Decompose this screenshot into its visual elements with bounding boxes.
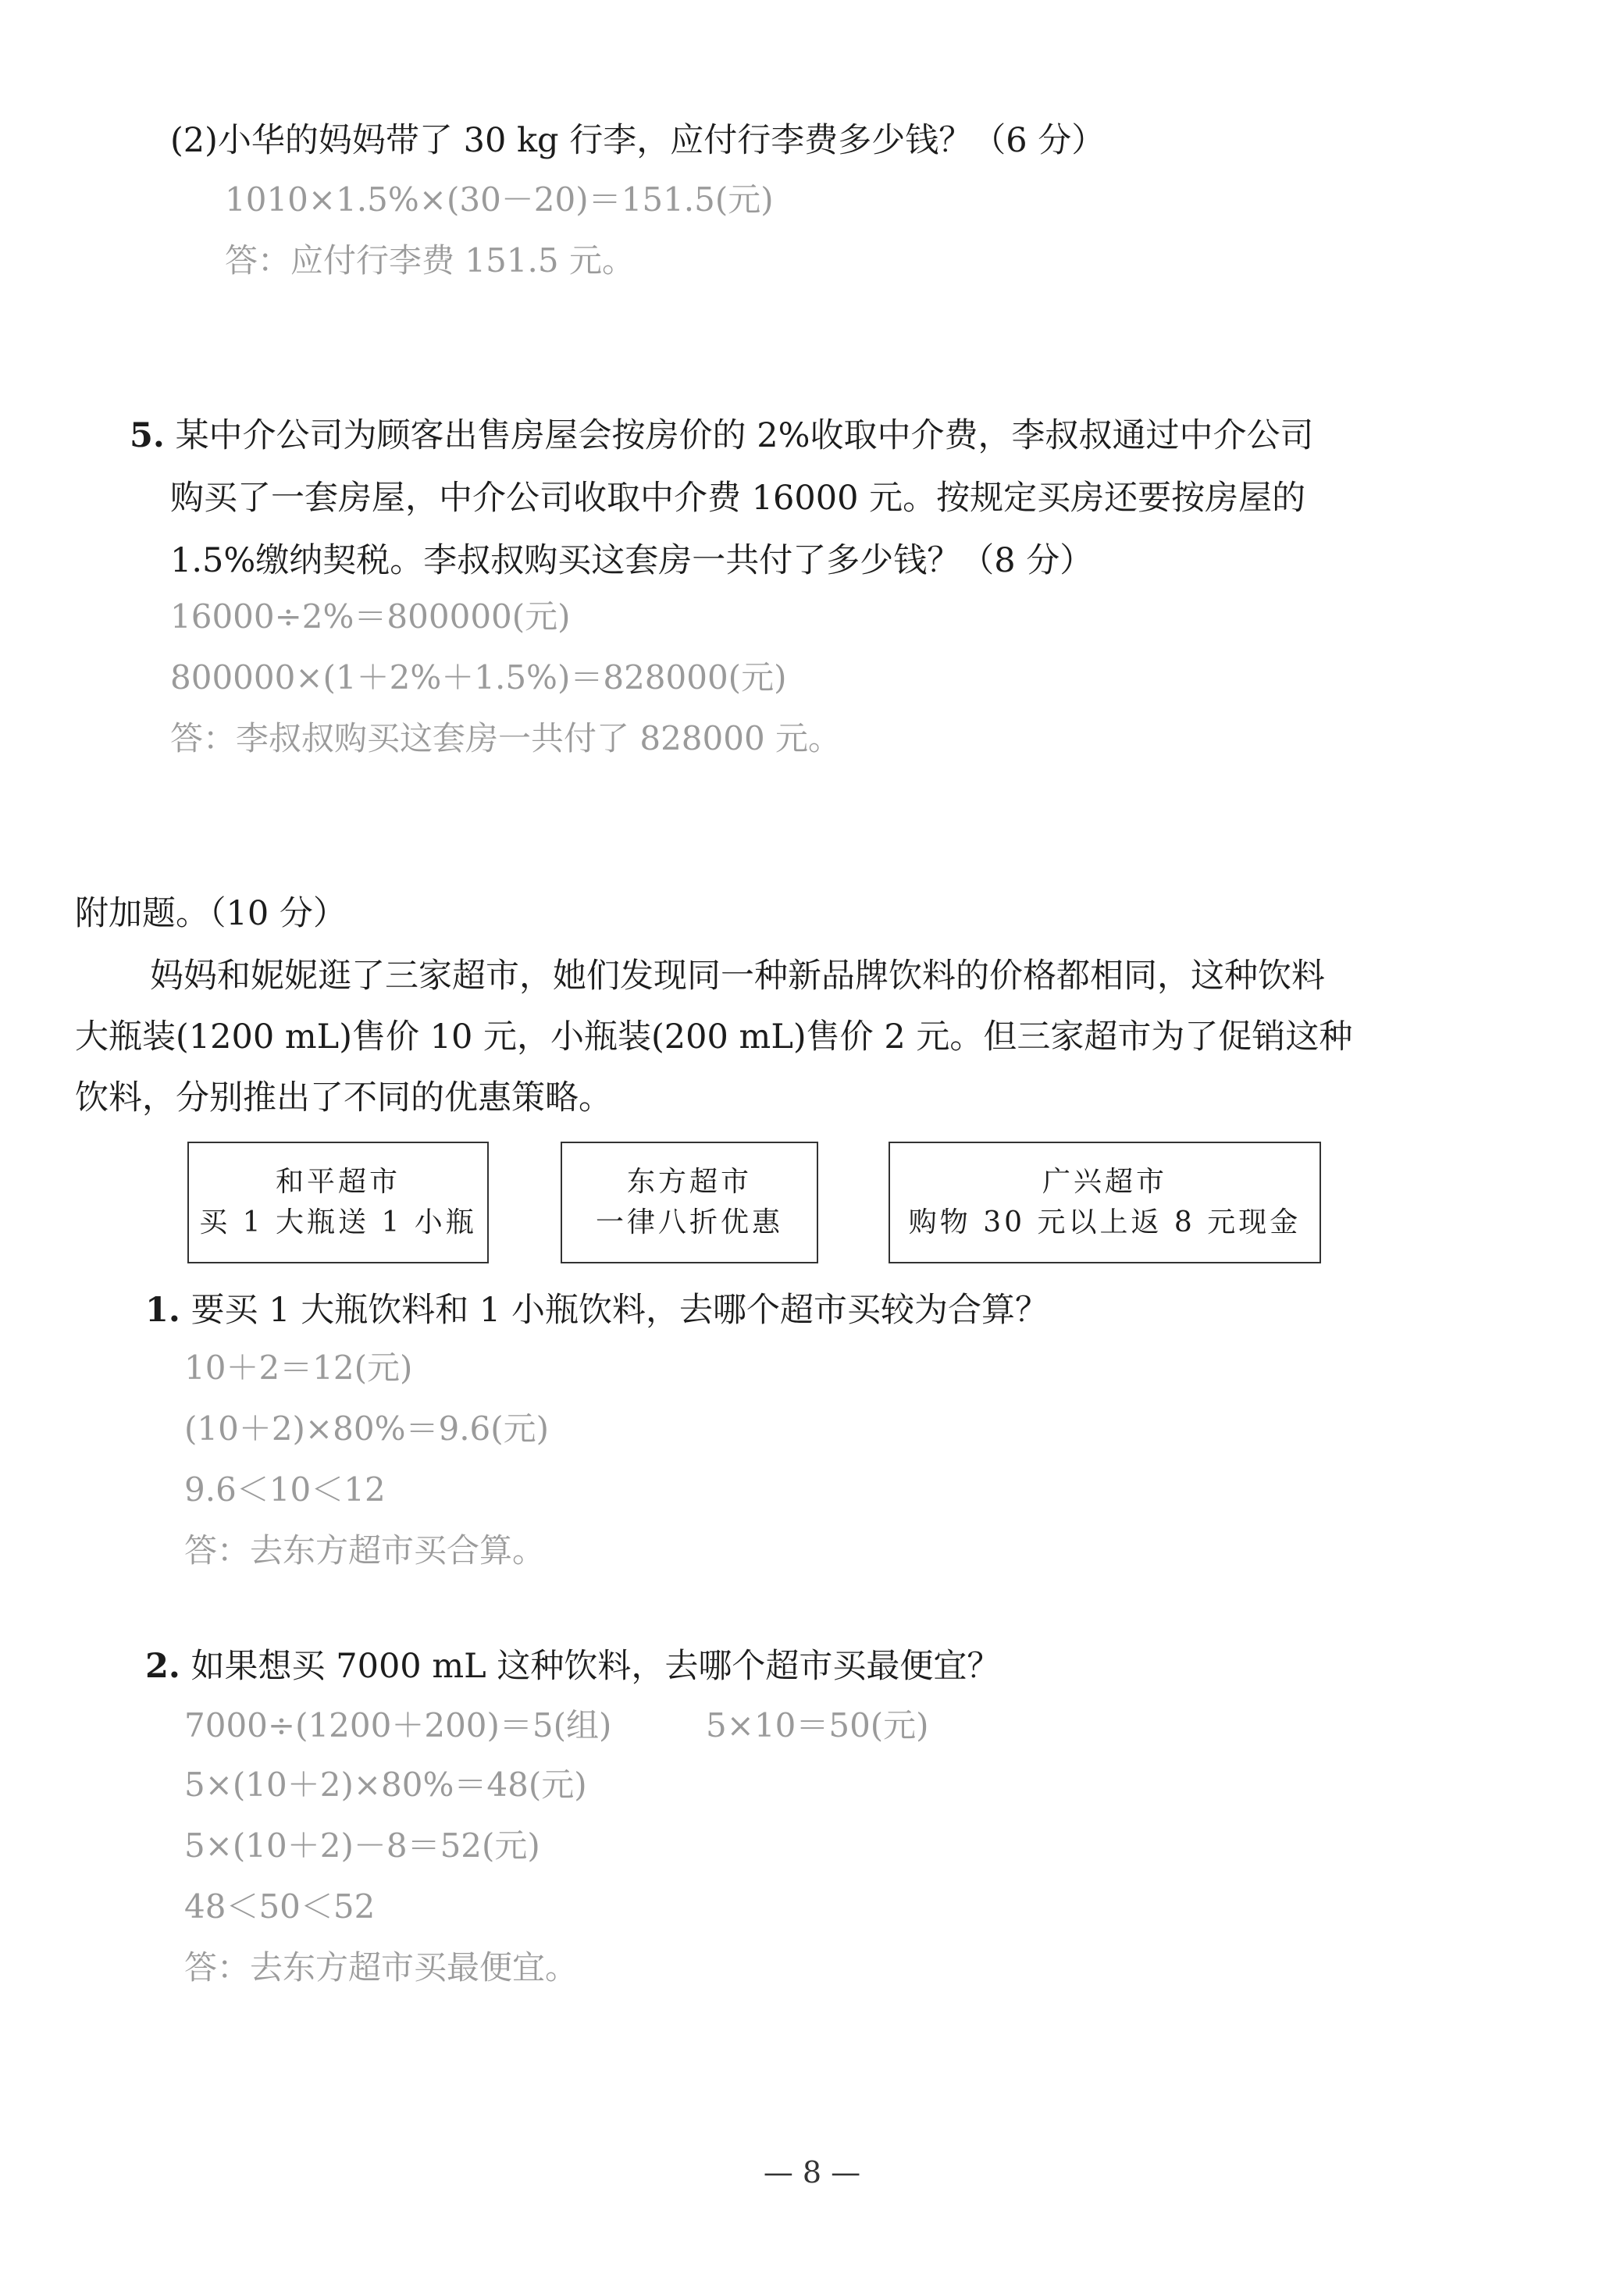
answer-line: 800000×(1＋2%＋1.5%)＝828000(元) bbox=[170, 658, 787, 697]
answer-line: (10＋2)×80%＝9.6(元) bbox=[184, 1409, 550, 1448]
answer-line: 1010×1.5%×(30－20)＝151.5(元) bbox=[225, 180, 774, 219]
bonus-question-1 bbox=[145, 1287, 1049, 1334]
store-offer: 买 1 大瓶送 1 小瓶 bbox=[199, 1206, 477, 1238]
bonus-question-2-number: 2. bbox=[145, 1647, 180, 1686]
answer-line: 答：去东方超市买合算。 bbox=[184, 1531, 546, 1570]
store-box-dongfang bbox=[561, 1142, 818, 1263]
bonus-question-1-text: 要买 1 大瓶饮料和 1 小瓶饮料，去哪个超市买较为合算？ bbox=[191, 1291, 1049, 1330]
store-box-guangxing bbox=[889, 1142, 1321, 1263]
question-5-line bbox=[130, 412, 1313, 459]
answer-line: 5×(10＋2)－8＝52(元) bbox=[184, 1826, 540, 1865]
question-4-2-prefix: (2) bbox=[170, 121, 218, 160]
store-name: 和平超市 bbox=[275, 1166, 401, 1198]
store-box-heping bbox=[187, 1142, 489, 1263]
store-offer: 购物 30 元以上返 8 元现金 bbox=[908, 1206, 1302, 1238]
answer-line: 48＜50＜52 bbox=[184, 1887, 376, 1926]
bonus-question-2 bbox=[145, 1643, 1000, 1690]
bonus-text-line: 饮料，分别推出了不同的优惠策略。 bbox=[75, 1078, 612, 1117]
question-4-2 bbox=[170, 117, 1105, 164]
answer-line: 答：李叔叔购买这套房一共付了 828000 元。 bbox=[170, 719, 842, 757]
question-5-number: 5. bbox=[130, 416, 165, 455]
answer-line: 16000÷2%＝800000(元) bbox=[170, 597, 571, 636]
store-name: 广兴超市 bbox=[1042, 1166, 1167, 1198]
answer-line: 5×(10＋2)×80%＝48(元) bbox=[184, 1766, 587, 1804]
bonus-text-line: 大瓶装(1200 mL)售价 10 元，小瓶装(200 mL)售价 2 元。但三家超市为了促销这种 bbox=[75, 1017, 1353, 1057]
answer-line: 答：应付行李费 151.5 元。 bbox=[225, 241, 635, 280]
store-offer: 一律八折优惠 bbox=[595, 1206, 783, 1238]
question-5-text: 某中介公司为顾客出售房屋会按房价的 2%收取中介费，李叔叔通过中介公司 bbox=[175, 416, 1314, 455]
bonus-text-line: 妈妈和妮妮逛了三家超市，她们发现同一种新品牌饮料的价格都相同，这种饮料 bbox=[150, 957, 1325, 996]
page-number: — 8 — bbox=[763, 2155, 861, 2190]
question-5-line: 1.5%缴纳契税。李叔叔购买这套房一共付了多少钱？（8 分） bbox=[170, 541, 1094, 580]
bonus-question-1-number: 1. bbox=[145, 1291, 180, 1330]
answer-line: 9.6＜10＜12 bbox=[184, 1470, 386, 1509]
answer-line: 5×10＝50(元) bbox=[706, 1706, 929, 1744]
store-name: 东方超市 bbox=[626, 1166, 752, 1198]
answer-line: 答：去东方超市买最便宜。 bbox=[184, 1948, 579, 1987]
question-5-line: 购买了一套房屋，中介公司收取中介费 16000 元。按规定买房还要按房屋的 bbox=[170, 479, 1306, 518]
answer-line: 10＋2＝12(元) bbox=[184, 1349, 413, 1387]
bonus-title: 附加题。（10 分） bbox=[75, 894, 347, 933]
answer-line: 7000÷(1200＋200)＝5(组) bbox=[184, 1706, 612, 1744]
question-4-2-text: 小华的妈妈带了 30 kg 行李，应付行李费多少钱？（6 分） bbox=[217, 121, 1106, 160]
bonus-question-2-text: 如果想买 7000 mL 这种饮料，去哪个超市买最便宜？ bbox=[191, 1647, 1001, 1686]
